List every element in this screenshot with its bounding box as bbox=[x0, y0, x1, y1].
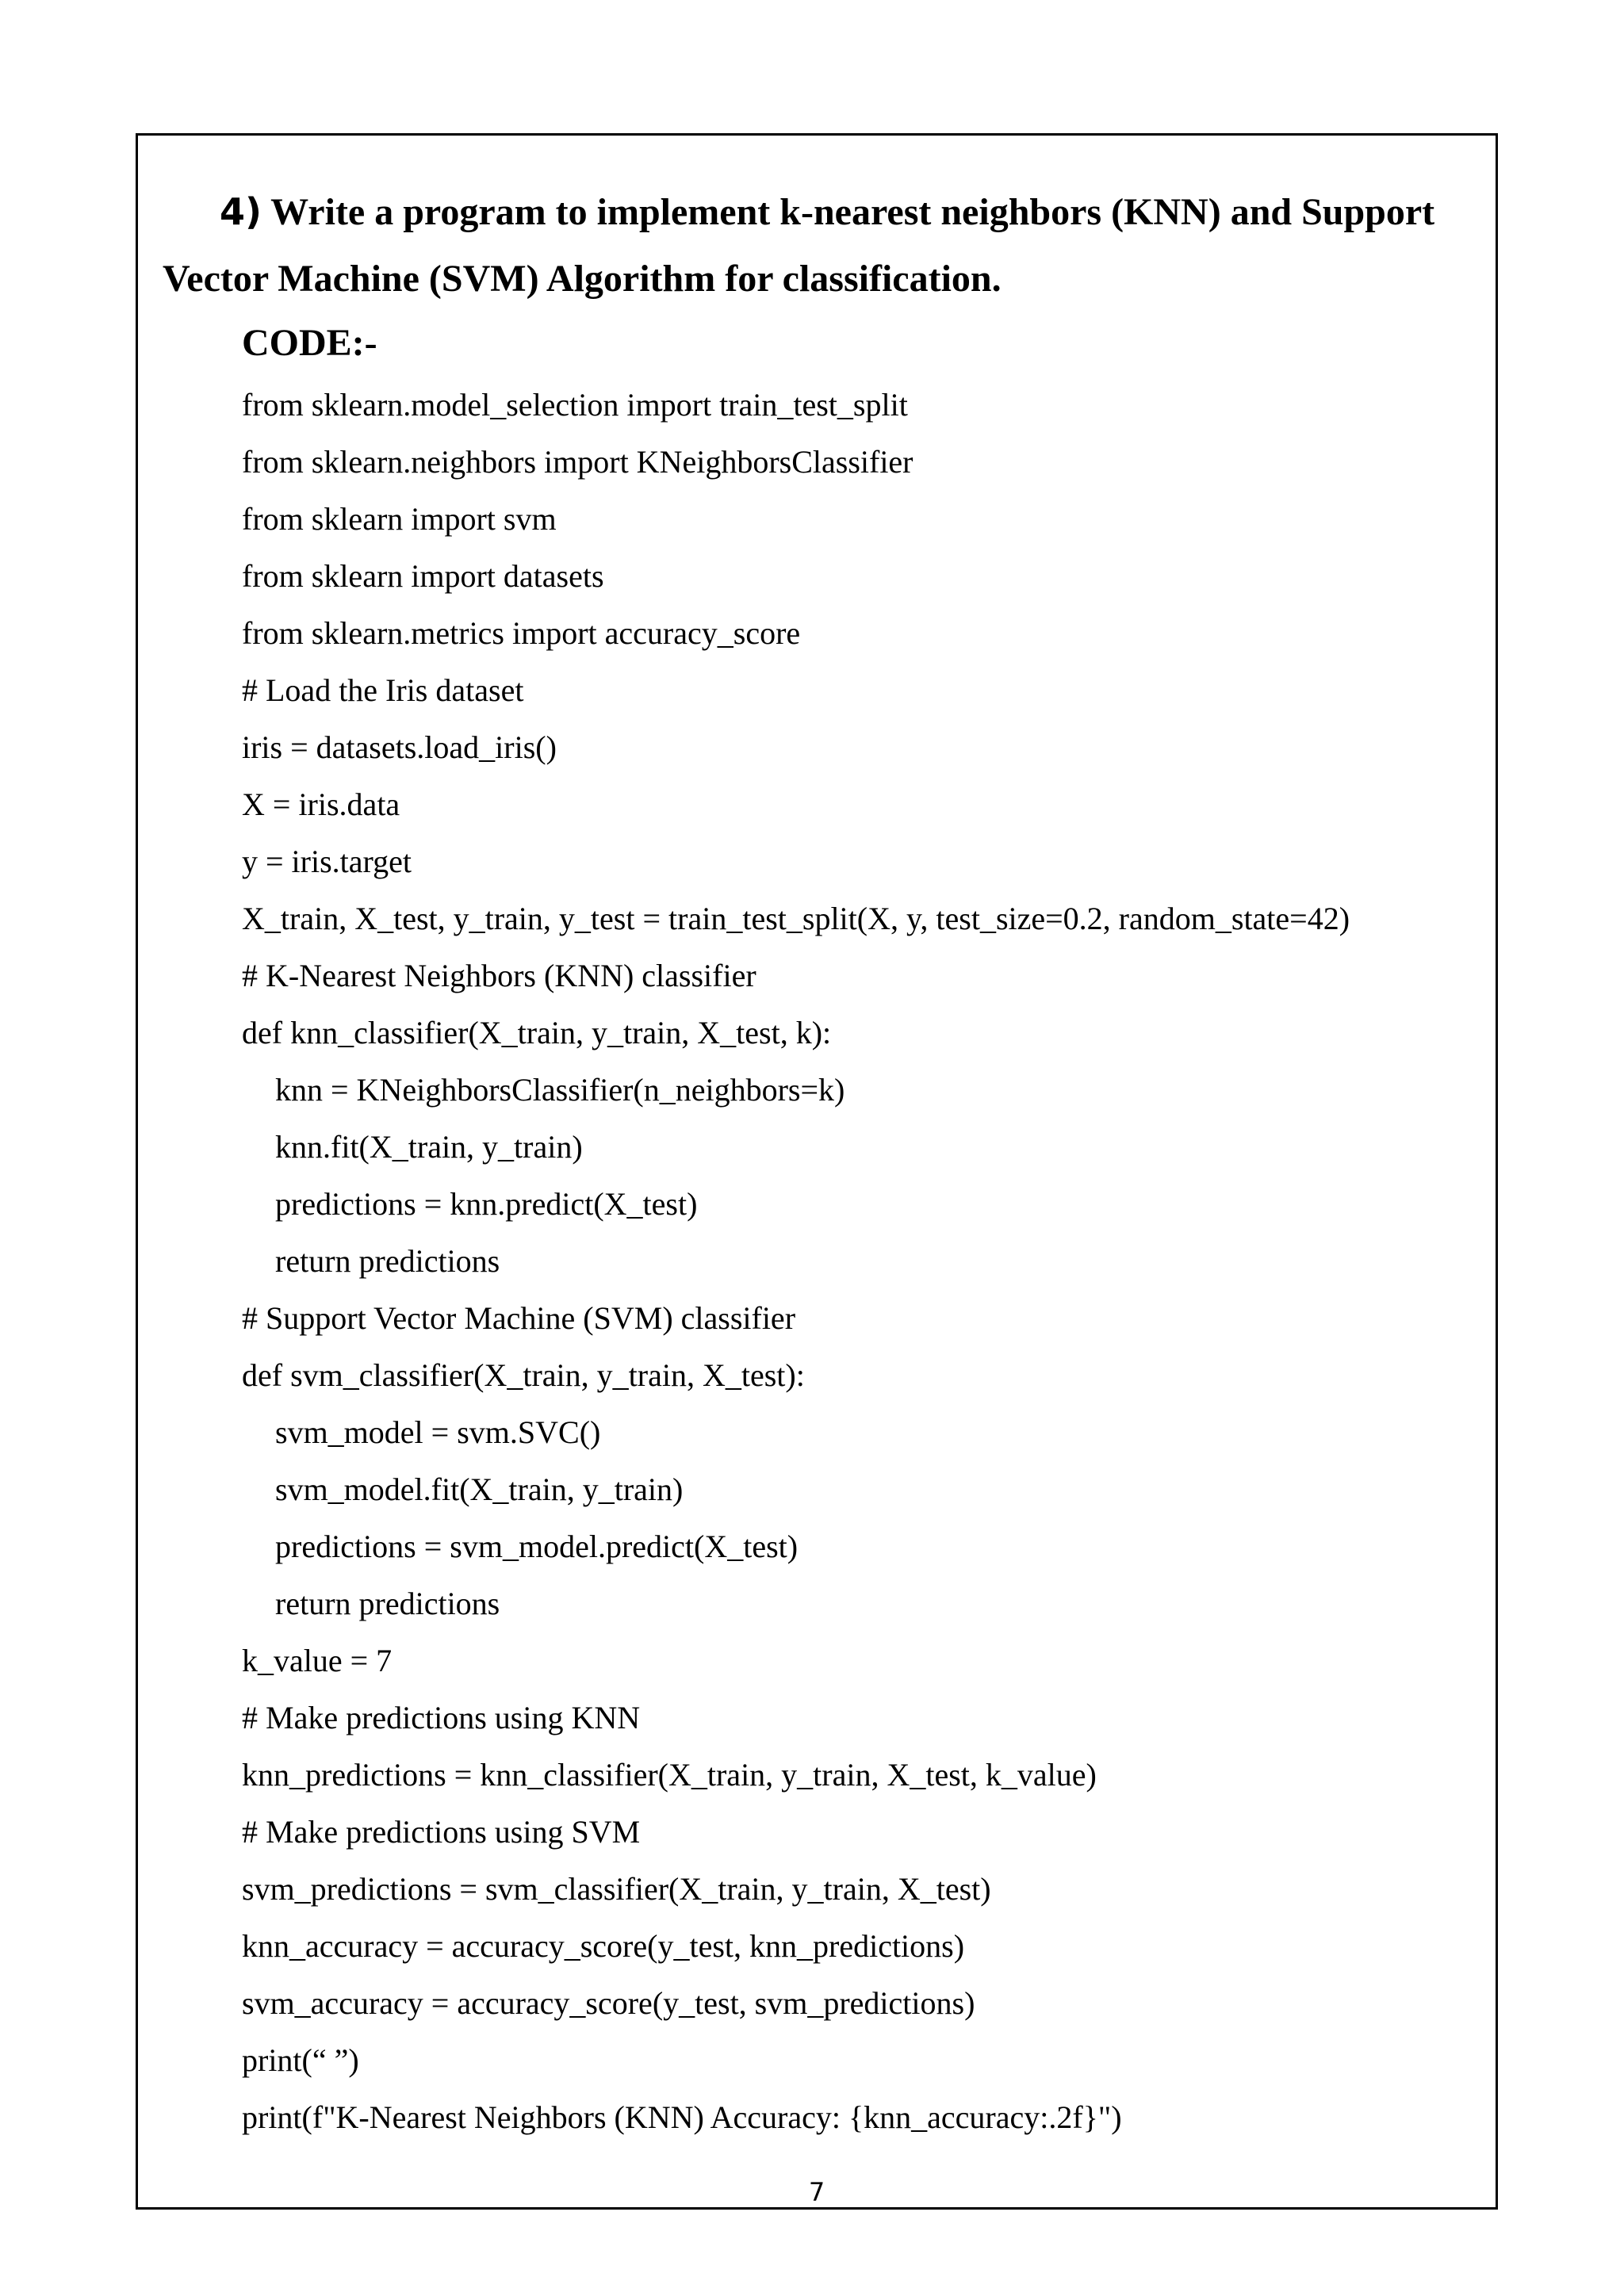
code-block bbox=[242, 377, 1463, 2146]
code-line: def knn_classifier(X_train, y_train, X_test, k): bbox=[242, 1015, 832, 1050]
code-line: return predictions bbox=[275, 1586, 500, 1621]
code-line: # K-Nearest Neighbors (KNN) classifier bbox=[242, 958, 756, 993]
code-line: knn_accuracy = accuracy_score(y_test, knn_predictions) bbox=[242, 1928, 965, 1964]
question-heading bbox=[163, 178, 1479, 312]
question-number: 4) bbox=[220, 190, 262, 233]
code-line: print(f"K-Nearest Neighbors (KNN) Accuracy: {knn_accuracy:.2f}") bbox=[242, 2099, 1122, 2135]
code-line: from sklearn.model_selection import train_test_split bbox=[242, 387, 908, 423]
code-line: knn.fit(X_train, y_train) bbox=[275, 1129, 583, 1165]
code-heading: CODE:- bbox=[242, 322, 377, 364]
code-line: predictions = svm_model.predict(X_test) bbox=[275, 1529, 799, 1564]
code-line: k_value = 7 bbox=[242, 1643, 393, 1678]
code-line: X_train, X_test, y_train, y_test = train_test_split(X, y, test_size=0.2, random_state=42) bbox=[242, 901, 1350, 936]
code-line: # Make predictions using KNN bbox=[242, 1700, 641, 1735]
code-line: predictions = knn.predict(X_test) bbox=[275, 1186, 698, 1222]
code-line: svm_predictions = svm_classifier(X_train, y_train, X_test) bbox=[242, 1871, 991, 1907]
question-text: Write a program to implement k-nearest neighbors (KNN) and Support Vector Machine (SVM) Algorithm for classification. bbox=[163, 191, 1435, 300]
code-line: from sklearn import svm bbox=[242, 501, 557, 537]
code-line: knn_predictions = knn_classifier(X_train, y_train, X_test, k_value) bbox=[242, 1757, 1097, 1793]
code-line: iris = datasets.load_iris() bbox=[242, 729, 557, 765]
code-line: print(“ ”) bbox=[242, 2042, 359, 2078]
code-line: return predictions bbox=[275, 1243, 500, 1279]
code-line: svm_model.fit(X_train, y_train) bbox=[275, 1471, 684, 1507]
code-line: X = iris.data bbox=[242, 786, 400, 822]
code-line: y = iris.target bbox=[242, 844, 412, 879]
code-line: svm_accuracy = accuracy_score(y_test, svm_predictions) bbox=[242, 1985, 975, 2021]
code-line: # Load the Iris dataset bbox=[242, 672, 524, 708]
code-line: svm_model = svm.SVC() bbox=[275, 1414, 601, 1450]
code-line: from sklearn.metrics import accuracy_score bbox=[242, 615, 801, 651]
page-number: 7 bbox=[808, 2177, 825, 2207]
code-line: from sklearn import datasets bbox=[242, 558, 604, 594]
code-line: def svm_classifier(X_train, y_train, X_test): bbox=[242, 1357, 805, 1393]
code-line: # Make predictions using SVM bbox=[242, 1814, 641, 1850]
code-line: # Support Vector Machine (SVM) classifier bbox=[242, 1300, 796, 1336]
code-line: knn = KNeighborsClassifier(n_neighbors=k) bbox=[275, 1072, 845, 1108]
code-line: from sklearn.neighbors import KNeighborsClassifier bbox=[242, 444, 914, 480]
